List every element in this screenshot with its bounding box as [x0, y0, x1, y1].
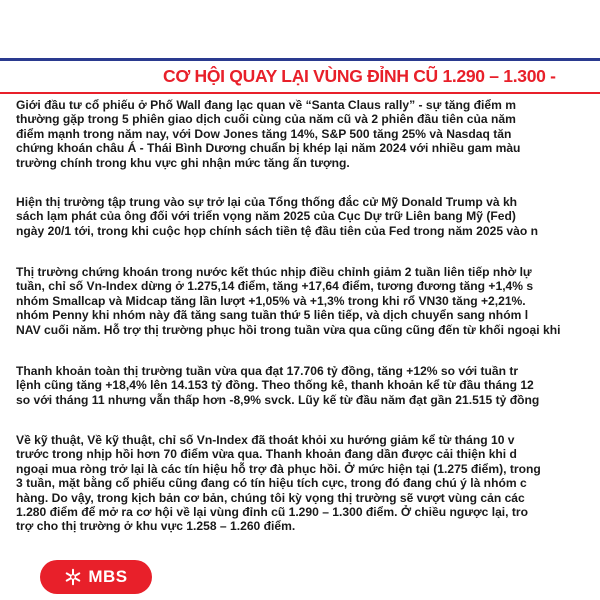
paragraph-line: nhóm Penny khi nhóm này đã tăng sang tuần thứ 5 liên tiếp, và dịch chuyển sang nhóm l	[16, 308, 529, 323]
paragraph-line: so với tháng 11 nhưng vẫn thấp hơn -8,9% svck. Lũy kế từ đầu năm đạt gần 21.515 tỷ đồng	[16, 392, 540, 407]
paragraph-trump-fed	[16, 195, 600, 238]
paragraph-line: Giới đầu tư cổ phiếu ở Phố Wall đang lạc quan về “Santa Claus rally” - sự tăng điểm m	[16, 98, 516, 112]
paragraph-liquidity	[16, 364, 600, 407]
paragraph-line: thường gặp trong 5 phiên giao dịch cuối cùng của năm cũ và 2 phiên đầu tiên của năm	[16, 112, 516, 127]
paragraph-line: trường chính trong khu vực ghi nhận mức tăng ấn tượng.	[16, 155, 350, 170]
article-body	[0, 98, 600, 550]
paragraph-line: chứng khoán châu Á - Thái Bình Dương chuẩn bị khép lại năm 2024 với nhiều gam màu	[16, 141, 521, 156]
paragraph-line: Thanh khoản toàn thị trường tuần vừa qua đạt 17.706 tỷ đồng, tăng +12% so với tuần tr	[16, 364, 519, 378]
paragraph-line: 1.280 điểm để mở ra cơ hội về lại vùng đỉnh cũ 1.290 – 1.300 điểm. Ở chiều ngược lại, tro	[16, 505, 528, 520]
paragraph-line: tuần, chỉ số Vn-Index dừng ở 1.275,14 điểm, tăng +17,64 điểm, tương đương tăng +1,4% s	[16, 279, 534, 294]
paragraph-line: ngoại mua ròng trở lại là các tín hiệu hỗ trợ đà phục hồi. Ở mức hiện tại (1.275 điểm), trong	[16, 461, 541, 476]
title-underline	[0, 92, 600, 94]
paragraph-line: điểm mạnh trong năm nay, với Dow Jones tăng 14%, S&P 500 tăng 25% và Nasdaq tăn	[16, 126, 512, 141]
paragraph-line: sách lạm phát của ông đối với triển vọng năm 2025 của Cục Dự trữ Liên bang Mỹ (Fed)	[16, 209, 516, 224]
title-bar	[0, 66, 600, 92]
paragraph-technical	[16, 433, 600, 534]
header-rule	[0, 58, 600, 61]
paragraph-line: 3 tuần, mặt bằng cổ phiếu cũng đang có tín hiệu tích cực, trong đó đang chú ý là nhóm c	[16, 476, 527, 491]
logo-text: MBS	[88, 567, 128, 586]
mbs-logo	[40, 560, 152, 594]
paragraph-line: Về kỹ thuật, Về kỹ thuật, chỉ số Vn-Index đã thoát khỏi xu hướng giảm kể từ tháng 10 v	[16, 433, 515, 447]
paragraph-line: NAV cuối năm. Hỗ trợ thị trường phục hồi trong tuần vừa qua cũng cũng đến từ khối ngoại khi	[16, 322, 561, 337]
paragraph-line: lệnh cũng tăng +18,4% lên 14.153 tỷ đồng. Theo thống kê, thanh khoản kể từ đầu tháng 12	[16, 378, 534, 393]
paragraph-line: ngày 20/1 tới, trong khi cuộc họp chính sách tiền tệ đầu tiên của Fed trong năm 2025 vào n	[16, 223, 539, 238]
paragraph-domestic-market	[16, 265, 600, 337]
paragraph-santa-rally	[16, 98, 600, 170]
snowflake-star-icon	[64, 568, 82, 586]
paragraph-line: hàng. Do vậy, trong kịch bản cơ bản, chúng tôi kỳ vọng thị trường sẽ vượt vùng cản các	[16, 490, 525, 505]
paragraph-line: trước trong nhịp hồi hơn 70 điểm vừa qua. Thanh khoản đang dần được cải thiện khi d	[16, 447, 517, 462]
paragraph-line: Hiện thị trường tập trung vào sự trở lại của Tổng thống đắc cử Mỹ Donald Trump và kh	[16, 195, 518, 209]
page-title: CƠ HỘI QUAY LẠI VÙNG ĐỈNH CŨ 1.290 – 1.300 -	[163, 66, 556, 86]
paragraph-line: nhóm Smallcap và Midcap tăng lần lượt +1,05% và +1,3% trong khi rổ VN30 tăng +2,21%.	[16, 293, 526, 308]
footer	[0, 552, 600, 600]
paragraph-line: trợ cho thị trường ở khu vực 1.258 – 1.260 điểm.	[16, 519, 296, 534]
paragraph-line: Thị trường chứng khoán trong nước kết thúc nhịp điều chỉnh giảm 2 tuần liên tiếp nhờ lự	[16, 265, 532, 279]
